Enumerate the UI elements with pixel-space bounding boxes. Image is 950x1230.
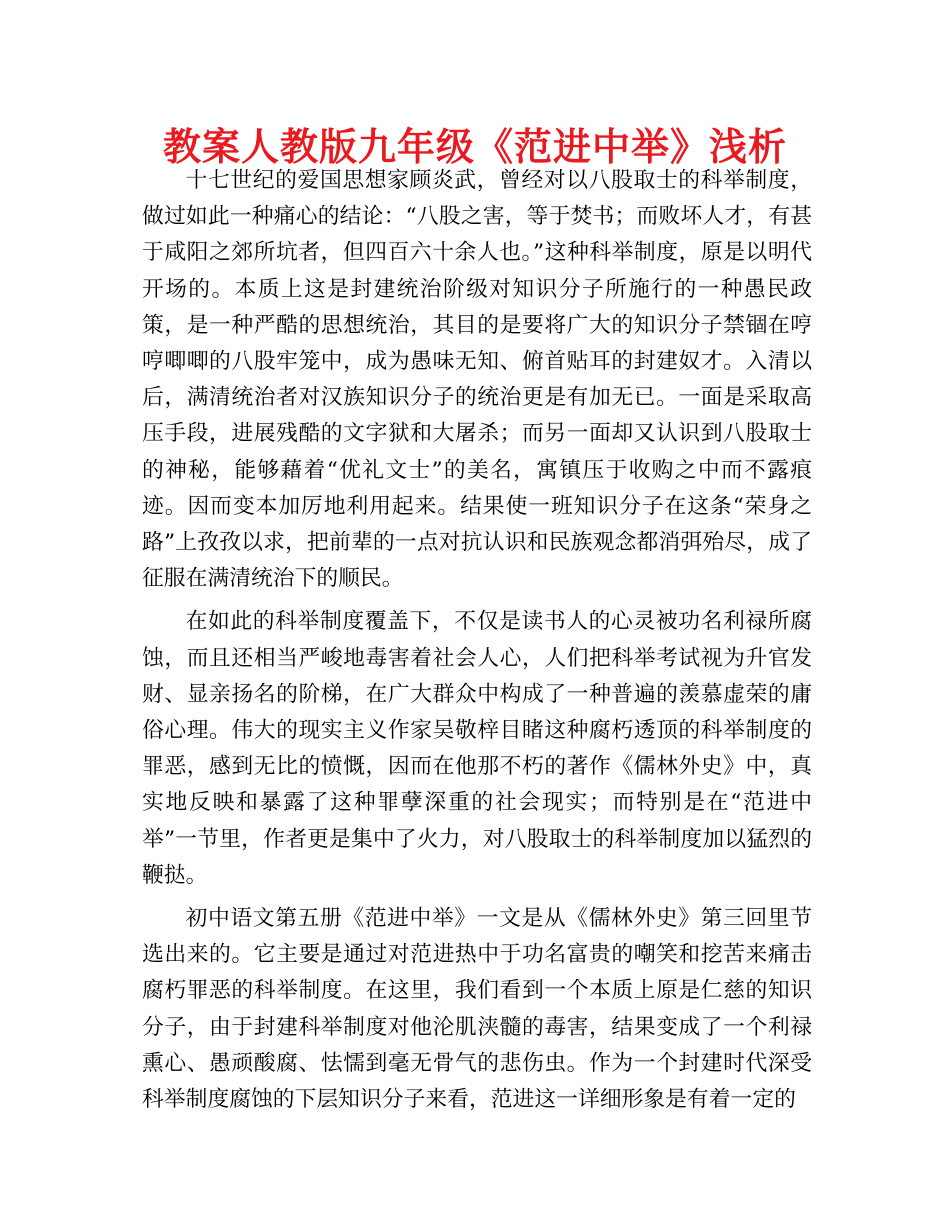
document-title: 教案人教版九年级《范进中举》浅析: [162, 125, 787, 169]
paragraph: 在如此的科举制度覆盖下，不仅是读书人的心灵被功名利禄所腐蚀，而且还相当严峻地毒害着社会人心，人们把科举考试视为升官发财、显亲扬名的阶梯，在广大群众中构成了一种普遍的羡慕虚荣的庸俗心理。伟大的现实主义作家吴敬梓目睹这种腐朽透顶的科举制度的罪恶，感到无比的愤慨，因而在他那不朽的著作《儒林外史》中，真实地反映和暴露了这种罪孽深重的社会现实；而特别是在“范进中举”一节里，作者更是集中了火力，对八股取士的科举制度加以猛烈的鞭挞。: [142, 609, 812, 888]
paragraph: 十七世纪的爱国思想家顾炎武，曾经对以八股取士的科举制度，做过如此一种痛心的结论：“八股之害，等于焚书；而败坏人才，有甚于咸阳之郊所坑者，但四百六十余人也。”这种科举制度，原是以明代开场的。本质上这是封建统治阶级对知识分子所施行的一种愚民政策，是一种严酷的思想统治，其目的是要将广大的知识分子禁锢在哼哼唧唧的八股牢笼中，成为愚味无知、俯首贴耳的封建奴才。入清以后，满清统治者对汉族知识分子的统治更是有加无已。一面是采取高压手段，进展残酷的文字狱和大屠杀；而另一面却又认识到八股取士的神秘，能够藉着“优礼文士”的美名，寓镇压于收购之中而不露痕迹。因而变本加厉地利用起来。结果使一班知识分子在这条“荣身之路”上孜孜以求，把前辈的一点对抗认识和民族观念都消弭殆尽，成了征服在满清统治下的顺民。: [142, 168, 812, 592]
paragraph: 初中语文第五册《范进中举》一文是从《儒林外史》第三回里节选出来的。它主要是通过对范进热中于功名富贵的嘲笑和挖苦来痛击腐朽罪恶的科举制度。在这里，我们看到一个本质上原是仁慈的知识分子，由于封建科举制度对他沦肌浃髓的毒害，结果变成了一个利禄熏心、愚顽酸腐、怯懦到毫无骨气的悲伤虫。作为一个封建时代深受科举制度腐蚀的下层知识分子来看，范进这一详细形象是有着一定的: [142, 906, 812, 1113]
document-body: [142, 163, 812, 1125]
